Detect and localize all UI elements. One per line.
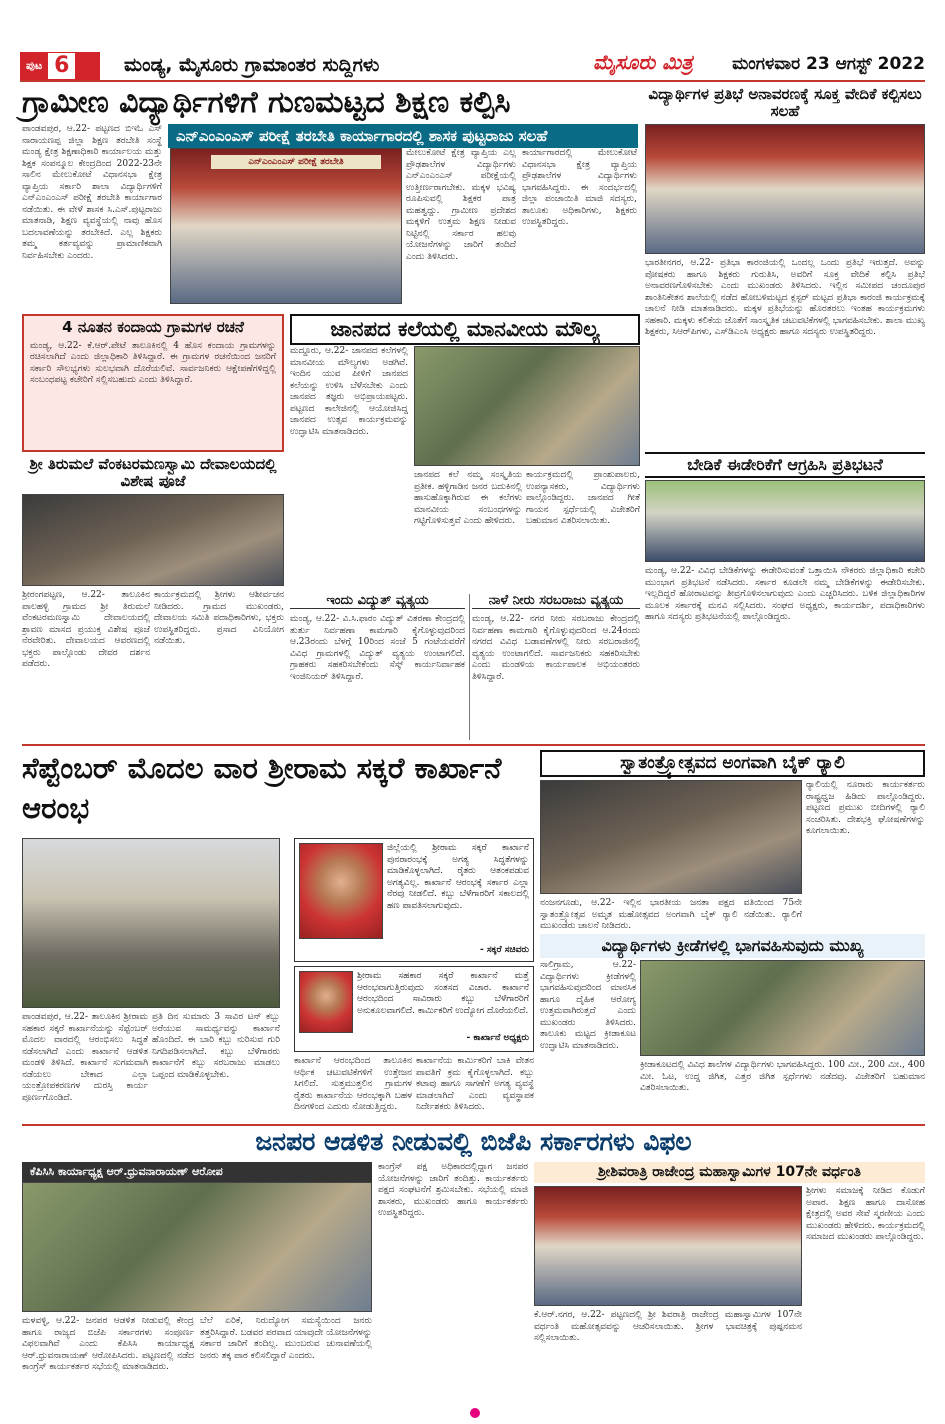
masthead-logo: ಮೈಸೂರು ಮಿತ್ರ [593,50,693,74]
story4-body2: ಕಾರ್ಯಕ್ರಮದಲ್ಲಿ ಶ್ರೀಗಳು ಆಶೀರ್ವಚನ ನೀಡಿದರು. ಗ್ರಾಮದ ಮುಖಂಡರು, ದೇವಾಲಯ ಸಮಿತಿ ಪದಾಧಿಕಾರಿಗಳು, ಭಕ್ತರು ಉಪಸ್ಥಿತರಿದ್ದರು. ಪ್ರಸಾದ ವಿನಿಯೋಗ ನಡೆಯಿತು. [154,590,284,646]
story9-quote2 [294,966,534,1052]
story12-body: ಮಳವಳ್ಳಿ, ಆ.22- ಜನಪರ ಆಡಳಿತ ನೀಡುವಲ್ಲಿ ಕೇಂದ್ರ ಹಾಗೂ ರಾಜ್ಯದ ಬಿಜೆಪಿ ಸರ್ಕಾರಗಳು ಸಂಪೂರ್ಣ ವಿಫಲವಾಗಿವೆ ಎಂದು ಕೆಪಿಸಿಸಿ ಕಾರ್ಯಾಧ್ಯಕ್ಷ ಆರ್.ಧ್ರುವನಾರಾಯಣ್ ಆರೋಪಿಸಿದರು. ಪಟ್ಟಣದಲ್ಲಿ ನಡೆದ ಕಾಂಗ್ರೆಸ್ ಕಾರ್ಯಕರ್ತರ ಸಭೆಯಲ್ಲಿ ಮಾತನಾಡಿದರು. [22,1316,194,1372]
story8-headline: ನಾಳೆ ನೀರು ಸರಬರಾಜು ವ್ಯತ್ಯಯ [472,594,640,609]
page-number-badge [20,52,100,80]
story11-headline: ವಿದ್ಯಾರ್ಥಿಗಳು ಕ್ರೀಡೆಗಳಲ್ಲಿ ಭಾಗವಹಿಸುವುದು ಮುಖ್ಯ [540,934,925,958]
story9-photo [22,838,280,1008]
story1-photo [170,148,402,304]
quote2-signature: - ಕಾರ್ಖಾನೆ ಅಧ್ಯಕ್ಷರು [466,1033,529,1043]
story3-box [22,314,284,452]
story5-body3: ಕಾರ್ಯಕ್ರಮದಲ್ಲಿ ಪ್ರಾಂಶುಪಾಲರು, ಉಪನ್ಯಾಸಕರು, ವಿದ್ಯಾರ್ಥಿಗಳು ಪಾಲ್ಗೊಂಡಿದ್ದರು. ಜಾನಪದ ಗೀತೆ ಗಾಯನ ಸ್ಪರ್ಧೆಯಲ್ಲಿ ವಿಜೇತರಿಗೆ ಬಹುಮಾನ ವಿತರಿಸಲಾಯಿತು. [526,470,640,526]
story1-col2: ಮೇಲುಕೋಟೆ ಕ್ಷೇತ್ರ ವ್ಯಾಪ್ತಿಯ ಎಲ್ಲ ಪ್ರೌಢಶಾಲೆಗಳ ವಿದ್ಯಾರ್ಥಿಗಳು ಎನ್‌ಎಂಎಂಎಸ್ ಪರೀಕ್ಷೆಯಲ್ಲಿ ಉತ್ತೀರ್ಣರಾಗಬೇಕು. ಮಕ್ಕಳ ಭವಿಷ್ಯ ರೂಪಿಸುವಲ್ಲಿ ಶಿಕ್ಷಕರ ಪಾತ್ರ ಮಹತ್ವದ್ದು. ಗ್ರಾಮೀಣ ಪ್ರದೇಶದ ಮಕ್ಕಳಿಗೆ ಉತ್ತಮ ಶಿಕ್ಷಣ ನೀಡುವ ನಿಟ್ಟಿನಲ್ಲಿ ಸರ್ಕಾರ ಹಲವು ಯೋಜನೆಗಳನ್ನು ಜಾರಿಗೆ ತಂದಿದೆ ಎಂದು ತಿಳಿಸಿದರು. [406,148,516,262]
story2-headline: ವಿದ್ಯಾರ್ಥಿಗಳ ಪ್ರತಿಭೆ ಅನಾವರಣಕ್ಕೆ ಸೂಕ್ತ ವೇದಿಕೆ ಕಲ್ಪಿಸಲು ಸಲಹೆ [648,85,922,120]
quote2-portrait [299,971,353,1033]
story12-body2: ಬೆಲೆ ಏರಿಕೆ, ನಿರುದ್ಯೋಗ ಸಮಸ್ಯೆಯಿಂದ ಜನರು ತತ್ತರಿಸಿದ್ದಾರೆ. ಬಡವರ ಪರವಾದ ಯಾವುದೇ ಯೋಜನೆಗಳನ್ನು ಸರ್ಕಾರ ಜಾರಿಗೆ ತಂದಿಲ್ಲ. ಮುಂಬರುವ ಚುನಾವಣೆಯಲ್ಲಿ ಜನರು ತಕ್ಕ ಪಾಠ ಕಲಿಸಲಿದ್ದಾರೆ ಎಂದರು. [200,1316,372,1361]
page-header [20,48,925,82]
story13-headline: ಶ್ರೀಶಿವರಾತ್ರಿ ರಾಜೇಂದ್ರ ಮಹಾಸ್ವಾಮಿಗಳ 107ನೇ ವರ್ಧಂತಿ [534,1162,925,1183]
section-divider [22,744,925,746]
story13-body: ಕೆ.ಆರ್.ನಗರ, ಆ.22- ಪಟ್ಟಣದಲ್ಲಿ ಶ್ರೀ ಶಿವರಾತ್ರಿ ರಾಜೇಂದ್ರ ಮಹಾಸ್ವಾಮಿಗಳ 107ನೇ ವರ್ಧಂತಿ ಮಹೋತ್ಸವವನ್ನು ಆಚರಿಸಲಾಯಿತು. ಶ್ರೀಗಳ ಭಾವಚಿತ್ರಕ್ಕೆ ಪುಷ್ಪನಮನ ಸಲ್ಲಿಸಲಾಯಿತು. [534,1310,802,1343]
story1-col3: ಕಾರ್ಯಾಗಾರದಲ್ಲಿ ಮೇಲುಕೋಟೆ ವಿಧಾನಸಭಾ ಕ್ಷೇತ್ರ ವ್ಯಾಪ್ತಿಯ ಪ್ರೌಢಶಾಲೆಗಳ ವಿದ್ಯಾರ್ಥಿಗಳು ಭಾಗವಹಿಸಿದ್ದರು. ಈ ಸಂದರ್ಭದಲ್ಲಿ ಜಿಲ್ಲಾ ಪಂಚಾಯಿತಿ ಮಾಜಿ ಸದಸ್ಯರು, ತಾಲೂಕು ಅಧಿಕಾರಿಗಳು, ಶಿಕ್ಷಕರು ಉಪಸ್ಥಿತರಿದ್ದರು. [522,148,637,227]
story4-headline: ಶ್ರೀ ತಿರುಮಲೆ ವೆಂಕಟರಮಣಸ್ವಾಮಿ ದೇವಾಲಯದಲ್ಲಿ ವಿಶೇಷ ಪೂಜೆ [29,455,277,490]
story6-headline: ಬೇಡಿಕೆ ಈಡೇರಿಕೆಗೆ ಆಗ್ರಹಿಸಿ ಪ್ರತಿಭಟನೆ [645,452,925,478]
story11-photo [640,960,925,1056]
story3-headline: 4 ನೂತನ ಕಂದಾಯ ಗ್ರಾಮಗಳ ರಚನೆ [62,318,244,336]
story6-body: ಮಂಡ್ಯ, ಆ.22- ವಿವಿಧ ಬೇಡಿಕೆಗಳನ್ನು ಈಡೇರಿಸುವಂತೆ ಒತ್ತಾಯಿಸಿ ನೌಕರರು ಜಿಲ್ಲಾಧಿಕಾರಿ ಕಚೇರಿ ಮುಂಭಾಗ ಪ್ರತಿಭಟನೆ ನಡೆಸಿದರು. ಸರ್ಕಾರ ಕೂಡಲೇ ನಮ್ಮ ಬೇಡಿಕೆಗಳನ್ನು ಈಡೇರಿಸಬೇಕು. ಇಲ್ಲದಿದ್ದರೆ ಹೋರಾಟವನ್ನು ತೀವ್ರಗೊಳಿಸಲಾಗುವುದು ಎಂದು ಎಚ್ಚರಿಸಿದರು. ಬಳಿಕ ಜಿಲ್ಲಾಧಿಕಾರಿಗಳ ಮೂಲಕ ಸರ್ಕಾರಕ್ಕೆ ಮನವಿ ಸಲ್ಲಿಸಿದರು. ಸಂಘದ ಅಧ್ಯಕ್ಷರು, ಕಾರ್ಯದರ್ಶಿ, ಪದಾಧಿಕಾರಿಗಳು ಹಾಗೂ ಸದಸ್ಯರು ಪ್ರತಿಭಟನೆಯಲ್ಲಿ ಪಾಲ್ಗೊಂಡಿದ್ದರು. [645,566,925,622]
story10-photo [540,780,802,894]
story6-photo [645,480,925,562]
story12-photo [22,1182,372,1312]
page-label: ಪುಟ [26,59,43,72]
story11-body: ಸಾಲಿಗ್ರಾಮ, ಆ.22- ವಿದ್ಯಾರ್ಥಿಗಳು ಕ್ರೀಡೆಗಳಲ್ಲಿ ಭಾಗವಹಿಸುವುದರಿಂದ ಮಾನಸಿಕ ಹಾಗೂ ದೈಹಿಕ ಆರೋಗ್ಯ ಉತ್ತಮವಾಗಿರುತ್ತದೆ ಎಂದು ಮುಖಂಡರು ತಿಳಿಸಿದರು. ತಾಲೂಕು ಮಟ್ಟದ ಕ್ರೀಡಾಕೂಟ ಉದ್ಘಾಟಿಸಿ ಮಾತನಾಡಿದರು. [540,960,636,1051]
story9-quote1 [294,838,534,962]
story5-body2: ಜಾನಪದ ಕಲೆ ನಮ್ಮ ಸಂಸ್ಕೃತಿಯ ಪ್ರತೀಕ. ಹಳ್ಳಿಗಾಡಿನ ಜನರ ಬದುಕಿನಲ್ಲಿ ಹಾಸುಹೊಕ್ಕಾಗಿರುವ ಈ ಕಲೆಗಳು ಮಾನವೀಯ ಸಂಬಂಧಗಳನ್ನು ಗಟ್ಟಿಗೊಳಿಸುತ್ತವೆ ಎಂದು ಹೇಳಿದರು. [414,470,522,526]
story9-col4: ಕಾರ್ಖಾನೆಯ ಕಾರ್ಮಿಕರಿಗೆ ಬಾಕಿ ವೇತನ ಪಾವತಿಗೆ ಕ್ರಮ ಕೈಗೊಳ್ಳಲಾಗಿದೆ. ಕಬ್ಬು ಕಟಾವು ಹಾಗೂ ಸಾಗಣೆಗೆ ಅಗತ್ಯ ವ್ಯವಸ್ಥೆ ಮಾಡಲಾಗಿದೆ ಎಂದು ವ್ಯವಸ್ಥಾಪಕ ನಿರ್ದೇಶಕರು ತಿಳಿಸಿದರು. [416,1056,534,1112]
story12-body3: ಕಾಂಗ್ರೆಸ್ ಪಕ್ಷ ಅಧಿಕಾರದಲ್ಲಿದ್ದಾಗ ಜನಪರ ಯೋಜನೆಗಳನ್ನು ಜಾರಿಗೆ ತಂದಿತ್ತು. ಕಾರ್ಯಕರ್ತರು ಪಕ್ಷದ ಸಂಘಟನೆಗೆ ಶ್ರಮಿಸಬೇಕು. ಸಭೆಯಲ್ಲಿ ಮಾಜಿ ಶಾಸಕರು, ಮುಖಂಡರು ಹಾಗೂ ಕಾರ್ಯಕರ್ತರು ಉಪಸ್ಥಿತರಿದ್ದರು. [378,1162,528,1218]
story3-body: ಮಂಡ್ಯ, ಆ.22- ಕೆ.ಆರ್.ಪೇಟೆ ತಾಲೂಕಿನಲ್ಲಿ 4 ಹೊಸ ಕಂದಾಯ ಗ್ರಾಮಗಳನ್ನು ರಚಿಸಲಾಗಿದೆ ಎಂದು ಜಿಲ್ಲಾಧಿಕಾರಿ ತಿಳಿಸಿದ್ದಾರೆ. ಈ ಗ್ರಾಮಗಳ ರಚನೆಯಿಂದ ಜನರಿಗೆ ಸರ್ಕಾರಿ ಸೌಲಭ್ಯಗಳು ಸುಲಭವಾಗಿ ದೊರೆಯಲಿವೆ. ಸಾರ್ವಜನಿಕರು ಆಕ್ಷೇಪಣೆಗಳಿದ್ದಲ್ಲಿ ಸಂಬಂಧಪಟ್ಟ ಕಚೇರಿಗೆ ಸಲ್ಲಿಸಬಹುದು ಎಂದು ತಿಳಿಸಿದ್ದಾರೆ. [30,340,276,385]
story12-kicker: ಕೆಪಿಸಿಸಿ ಕಾರ್ಯಾಧ್ಯಕ್ಷ ಆರ್.ಧ್ರುವನಾರಾಯಣ್ ಆರೋಪ [22,1162,372,1182]
story1-col1: ಪಾಂಡವಪುರ, ಆ.22- ಪಟ್ಟಣದ ಬಿಇಓ ಎಸ್ ನಾರಾಯಣಪ್ಪ ಜಿಲ್ಲಾ ಶಿಕ್ಷಣ ತರಬೇತಿ ಸಂಸ್ಥೆ ಮಂಡ್ಯ ಕ್ಷೇತ್ರ ಶಿಕ್ಷಣಾಧಿಕಾರಿ ಕಾರ್ಯಾಲಯ ಮತ್ತು ಶಿಕ್ಷಕ ಸಂಪನ್ಮೂಲ ಕೇಂದ್ರದಿಂದ 2022-23ನೇ ಸಾಲಿನ ಮೇಲುಕೋಟೆ ವಿಧಾನಸಭಾ ಕ್ಷೇತ್ರ ವ್ಯಾಪ್ತಿಯ ಸರ್ಕಾರಿ ಶಾಲಾ ವಿದ್ಯಾರ್ಥಿಗಳಿಗೆ ಎನ್‌ಎಂಎಂಎಸ್ ಪರೀಕ್ಷೆ ತರಬೇತಿ ಕಾರ್ಯಾಗಾರ ನಡೆಯಿತು. ಈ ವೇಳೆ ಶಾಸಕ ಸಿ.ಎಸ್.ಪುಟ್ಟರಾಜು ಮಾತನಾಡಿ, ಶಿಕ್ಷಣ ವ್ಯವಸ್ಥೆಯಲ್ಲಿ ನಾವು ಹೊಸ ಬದಲಾವಣೆಯನ್ನು ತರಬೇಕಿದೆ. ಎಲ್ಲ ಶಿಕ್ಷಕರು ತಮ್ಮ ಕರ್ತವ್ಯವನ್ನು ಪ್ರಾಮಾಣಿಕವಾಗಿ ನಿರ್ವಹಿಸಬೇಕು ಎಂದರು. [22,124,162,261]
quote1-text: ಜಿಲ್ಲೆಯಲ್ಲಿ ಶ್ರೀರಾಮ ಸಕ್ಕರೆ ಕಾರ್ಖಾನೆ ಪುನರಾರಂಭಕ್ಕೆ ಅಗತ್ಯ ಸಿದ್ಧತೆಗಳನ್ನು ಮಾಡಿಕೊಳ್ಳಲಾಗಿದೆ. ರೈತರು ಆತಂಕಪಡುವ ಅಗತ್ಯವಿಲ್ಲ. ಕಾರ್ಖಾನೆ ಆರಂಭಕ್ಕೆ ಸರ್ಕಾರ ಎಲ್ಲಾ ನೆರವು ನೀಡಲಿದೆ. ಕಬ್ಬು ಬೆಳೆಗಾರರಿಗೆ ಸಕಾಲದಲ್ಲಿ ಹಣ ಪಾವತಿಸಲಾಗುವುದು. [387,843,529,911]
story4-photo [22,494,284,586]
story5-headline: ಜಾನಪದ ಕಲೆಯಲ್ಲಿ ಮಾನವೀಯ ಮೌಲ್ಯ [290,314,640,345]
story12-headline: ಜನಪರ ಆಡಳಿತ ನೀಡುವಲ್ಲಿ ಬಿಜೆಪಿ ಸರ್ಕಾರಗಳು ವಿಫಲ [255,1127,692,1156]
story13-photo [534,1186,802,1306]
story9-col2: ಪ್ರತಿ ದಿನ ಸುಮಾರು 3 ಸಾವಿರ ಟನ್ ಕಬ್ಬು ಅರೆಯುವ ಸಾಮರ್ಥ್ಯವನ್ನು ಕಾರ್ಖಾನೆ ಹೊಂದಿದೆ. ಈ ಬಾರಿ ಕಬ್ಬು ನುರಿಸುವ ಗುರಿ ನಿಗದಿಪಡಿಸಲಾಗಿದೆ. ಕಬ್ಬು ಬೆಳೆಗಾರರು ಕಾರ್ಖಾನೆಗೆ ಕಬ್ಬು ಸರಬರಾಜು ಮಾಡಲು ಒಪ್ಪಂದ ಮಾಡಿಕೊಳ್ಳಬೇಕು. [152,1012,280,1080]
story9-col1: ಪಾಂಡವಪುರ, ಆ.22- ತಾಲೂಕಿನ ಶ್ರೀರಾಮ ಸಹಕಾರ ಸಕ್ಕರೆ ಕಾರ್ಖಾನೆಯನ್ನು ಸೆಪ್ಟೆಂಬರ್ ಮೊದಲ ವಾರದಲ್ಲಿ ಆರಂಭಿಸಲು ಸಿದ್ಧತೆ ನಡೆಸಲಾಗಿದೆ ಎಂದು ಕಾರ್ಖಾನೆ ಆಡಳಿತ ಮಂಡಳಿ ತಿಳಿಸಿದೆ. ಕಾರ್ಖಾನೆ ಸುಗಮವಾಗಿ ನಡೆಯಲು ಬೇಕಾದ ಎಲ್ಲಾ ಯಂತ್ರೋಪಕರಣಗಳ ದುರಸ್ತಿ ಕಾರ್ಯ ಪೂರ್ಣಗೊಂಡಿದೆ. [22,1012,148,1103]
page-number: 6 [48,53,75,79]
story4-body: ಶ್ರೀರಂಗಪಟ್ಟಣ, ಆ.22- ತಾಲೂಕಿನ ಪಾಲಹಳ್ಳಿ ಗ್ರಾಮದ ಶ್ರೀ ತಿರುಮಲೆ ವೆಂಕಟರಮಣಸ್ವಾಮಿ ದೇವಾಲಯದಲ್ಲಿ ಶ್ರಾವಣ ಮಾಸದ ಪ್ರಯುಕ್ತ ವಿಶೇಷ ಪೂಜೆ ನೆರವೇರಿತು. ದೇವಾಲಯದ ಆವರಣದಲ್ಲಿ ಭಕ್ತರು ಪಾಲ್ಗೊಂಡು ದೇವರ ದರ್ಶನ ಪಡೆದರು. [22,590,150,669]
story13-body2: ಶ್ರೀಗಳು ಸಮಾಜಕ್ಕೆ ನೀಡಿದ ಕೊಡುಗೆ ಅಪಾರ. ಶಿಕ್ಷಣ ಹಾಗೂ ದಾಸೋಹ ಕ್ಷೇತ್ರದಲ್ಲಿ ಅವರ ಸೇವೆ ಸ್ಮರಣೀಯ ಎಂದು ಮುಖಂಡರು ಹೇಳಿದರು. ಕಾರ್ಯಕ್ರಮದಲ್ಲಿ ಸಮಾಜದ ಮುಖಂಡರು ಪಾಲ್ಗೊಂಡಿದ್ದರು. [806,1186,925,1242]
story1-headline: ಗ್ರಾಮೀಣ ವಿದ್ಯಾರ್ಥಿಗಳಿಗೆ ಗುಣಮಟ್ಟದ ಶಿಕ್ಷಣ ಕಲ್ಪಿಸಿ [22,85,511,120]
story2-body: ಭಾರತೀನಗರ, ಆ.22- ಪ್ರತಿಭಾ ಕಾರಂಜಿಯಲ್ಲಿ ಒಂದಲ್ಲ ಒಂದು ಪ್ರತಿಭೆ ಇರುತ್ತದೆ. ಅವನ್ನು ಪೋಷಕರು ಹಾಗೂ ಶಿಕ್ಷಕರು ಗುರುತಿಸಿ, ಅವರಿಗೆ ಸೂಕ್ತ ವೇದಿಕೆ ಕಲ್ಪಿಸಿ ಪ್ರತಿಭೆ ಅನಾವರಣಗೊಳಿಸಬೇಕು ಎಂದು ಮುಖಂಡರು ತಿಳಿಸಿದರು. ಇಲ್ಲಿನ ಸಮೀಪದ ಚಂದೂಪುರ ಶಾಂತಿನಿಕೇತನ ಶಾಲೆಯಲ್ಲಿ ನಡೆದ ಹೋಬಳಿಮಟ್ಟದ ಕ್ಲಸ್ಟರ್ ಮಟ್ಟದ ಪ್ರತಿಭಾ ಕಾರಂಜಿ ಕಾರ್ಯಕ್ರಮಕ್ಕೆ ಚಾಲನೆ ನೀಡಿ ಮಾತನಾಡಿದರು. ಮಕ್ಕಳ ಪ್ರತಿಭೆಯನ್ನು ಹೊರತರಲು ಇಂತಹ ಕಾರ್ಯಕ್ರಮಗಳು ಸಹಕಾರಿ. ಮಕ್ಕಳು ಕಲಿಕೆಯ ಜೊತೆಗೆ ಸಾಂಸ್ಕೃತಿಕ ಚಟುವಟಿಕೆಗಳಲ್ಲಿ ಭಾಗವಹಿಸಬೇಕು. ಶಾಲಾ ಮುಖ್ಯ ಶಿಕ್ಷಕರು, ಸಿಆರ್‌ಪಿಗಳು, ಎಸ್‌ಡಿಎಂಸಿ ಅಧ್ಯಕ್ಷರು ಹಾಗೂ ಸದಸ್ಯರು ಉಪಸ್ಥಿತರಿದ್ದರು. [645,258,925,337]
quote1-signature: - ಸಕ್ಕರೆ ಸಚಿವರು [479,945,529,955]
story10-body2: ರ‍್ಯಾಲಿಯಲ್ಲಿ ನೂರಾರು ಕಾರ್ಯಕರ್ತರು ರಾಷ್ಟ್ರಧ್ವಜ ಹಿಡಿದು ಪಾಲ್ಗೊಂಡಿದ್ದರು. ಪಟ್ಟಣದ ಪ್ರಮುಖ ಬೀದಿಗಳಲ್ಲಿ ರ‍್ಯಾಲಿ ಸಂಚರಿಸಿತು. ದೇಶಭಕ್ತಿ ಘೋಷಣೆಗಳನ್ನು ಕೂಗಲಾಯಿತು. [806,780,925,836]
story5-body: ಮದ್ದೂರು, ಆ.22- ಜಾನಪದ ಕಲೆಗಳಲ್ಲಿ ಮಾನವೀಯ ಮೌಲ್ಯಗಳು ಅಡಗಿವೆ. ಇಂದಿನ ಯುವ ಪೀಳಿಗೆ ಜಾನಪದ ಕಲೆಯನ್ನು ಉಳಿಸಿ ಬೆಳೆಸಬೇಕು ಎಂದು ಜಾನಪದ ತಜ್ಞರು ಅಭಿಪ್ರಾಯಪಟ್ಟರು. ಪಟ್ಟಣದ ಕಾಲೇಜಿನಲ್ಲಿ ಆಯೋಜಿಸಿದ್ದ ಜಾನಪದ ಉತ್ಸವ ಕಾರ್ಯಕ್ರಮವನ್ನು ಉದ್ಘಾಟಿಸಿ ಮಾತನಾಡಿದರು. [290,346,408,437]
story1-kicker: ಎನ್‌ಎಂಎಂಎಸ್ ಪರೀಕ್ಷೆ ತರಬೇತಿ ಕಾರ್ಯಾಗಾರದಲ್ಲಿ ಶಾಸಕ ಪುಟ್ಟರಾಜು ಸಲಹೆ [168,124,638,148]
story11-body2: ಕ್ರೀಡಾಕೂಟದಲ್ಲಿ ವಿವಿಧ ಶಾಲೆಗಳ ವಿದ್ಯಾರ್ಥಿಗಳು ಭಾಗವಹಿಸಿದ್ದರು. 100 ಮೀ., 200 ಮೀ., 400 ಮೀ. ಓಟ, ಉದ್ದ ಜಿಗಿತ, ಎತ್ತರ ಜಿಗಿತ ಸ್ಪರ್ಧೆಗಳು ನಡೆದವು. ವಿಜೇತರಿಗೆ ಬಹುಮಾನ ವಿತರಿಸಲಾಯಿತು. [640,1060,925,1093]
story7-headline: ಇಂದು ವಿದ್ಯುತ್ ವ್ಯತ್ಯಯ [290,594,465,609]
story7-body: ಮಂಡ್ಯ, ಆ.22- ವಿ.ಸಿ.ಫಾರಂ ವಿದ್ಯುತ್ ವಿತರಣಾ ಕೇಂದ್ರದಲ್ಲಿ ತುರ್ತು ನಿರ್ವಹಣಾ ಕಾಮಗಾರಿ ಕೈಗೊಳ್ಳುವುದರಿಂದ ಆ.23ರಂದು ಬೆಳಗ್ಗೆ 10ರಿಂದ ಸಂಜೆ 5 ಗಂಟೆಯವರೆಗೆ ವಿವಿಧ ಗ್ರಾಮಗಳಲ್ಲಿ ವಿದ್ಯುತ್ ವ್ಯತ್ಯಯ ಉಂಟಾಗಲಿದೆ. ಗ್ರಾಹಕರು ಸಹಕರಿಸಬೇಕೆಂದು ಸೆಸ್ಕ್ ಕಾರ್ಯನಿರ್ವಾಹಕ ಇಂಜಿನಿಯರ್ ತಿಳಿಸಿದ್ದಾರೆ. [290,614,465,682]
quote1-portrait [299,843,383,939]
registration-mark [470,1408,480,1418]
quote2-text: ಶ್ರೀರಾಮ ಸಹಕಾರ ಸಕ್ಕರೆ ಕಾರ್ಖಾನೆ ಮತ್ತೆ ಆರಂಭವಾಗುತ್ತಿರುವುದು ಸಂತಸದ ವಿಚಾರ. ಕಾರ್ಖಾನೆ ಆರಂಭದಿಂದ ಸಾವಿರಾರು ಕಬ್ಬು ಬೆಳೆಗಾರರಿಗೆ ಅನುಕೂಲವಾಗಲಿದೆ. ಕಾರ್ಮಿಕರಿಗೆ ಉದ್ಯೋಗ ದೊರೆಯಲಿದೆ. [357,971,529,1016]
section-title: ಮಂಡ್ಯ, ಮೈಸೂರು ಗ್ರಾಮಾಂತರ ಸುದ್ದಿಗಳು [124,54,380,76]
story2-photo [645,124,925,254]
story8-body: ಮಂಡ್ಯ, ಆ.22- ನಗರ ನೀರು ಸರಬರಾಜು ಕೇಂದ್ರದಲ್ಲಿ ನಿರ್ವಹಣಾ ಕಾಮಗಾರಿ ಕೈಗೊಳ್ಳುವುದರಿಂದ ಆ.24ರಂದು ನಗರದ ವಿವಿಧ ಬಡಾವಣೆಗಳಲ್ಲಿ ನೀರು ಸರಬರಾಜಿನಲ್ಲಿ ವ್ಯತ್ಯಯ ಉಂಟಾಗಲಿದೆ. ಸಾರ್ವಜನಿಕರು ಸಹಕರಿಸಬೇಕು ಎಂದು ಮಂಡಳಿಯ ಕಾರ್ಯಪಾಲಕ ಅಭಿಯಂತರರು ತಿಳಿಸಿದ್ದಾರೆ. [472,614,640,682]
story9-headline: ಸೆಪ್ಟೆಂಬರ್ ಮೊದಲ ವಾರ ಶ್ರೀರಾಮ ಸಕ್ಕರೆ ಕಾರ್ಖಾನೆ ಆರಂಭ [22,751,502,825]
issue-date: ಮಂಗಳವಾರ 23 ಆಗಸ್ಟ್ 2022 [732,54,925,74]
story10-headline: ಸ್ವಾತಂತ್ರ್ಯೋತ್ಸವದ ಅಂಗವಾಗಿ ಬೈಕ್ ರ‍್ಯಾಲಿ [540,750,925,777]
story10-body: ನಂಜನಗೂಡು, ಆ.22- ಇಲ್ಲಿನ ಭಾರತೀಯ ಜನತಾ ಪಕ್ಷದ ವತಿಯಿಂದ 75ನೇ ಸ್ವಾತಂತ್ರ್ಯೋತ್ಸವ ಅಮೃತ ಮಹೋತ್ಸವದ ಅಂಗವಾಗಿ ಬೈಕ್ ರ‍್ಯಾಲಿ ನಡೆಯಿತು. ರ‍್ಯಾಲಿಗೆ ಮುಖಂಡರು ಚಾಲನೆ ನೀಡಿದರು. [540,898,802,930]
story9-col3: ಕಾರ್ಖಾನೆ ಆರಂಭದಿಂದ ತಾಲೂಕಿನ ಆರ್ಥಿಕ ಚಟುವಟಿಕೆಗಳಿಗೆ ಉತ್ತೇಜನ ಸಿಗಲಿದೆ. ಸುತ್ತಮುತ್ತಲಿನ ಗ್ರಾಮಗಳ ರೈತರು ಕಾರ್ಖಾನೆಯ ಆರಂಭಕ್ಕಾಗಿ ಬಹಳ ದಿನಗಳಿಂದ ಎದುರು ನೋಡುತ್ತಿದ್ದರು. [294,1056,412,1112]
story5-photo [414,346,640,466]
story1-photo-banner: ಎನ್‌ಎಂಎಂಎಸ್ ಪರೀಕ್ಷೆ ತರಬೇತಿ [211,155,381,169]
